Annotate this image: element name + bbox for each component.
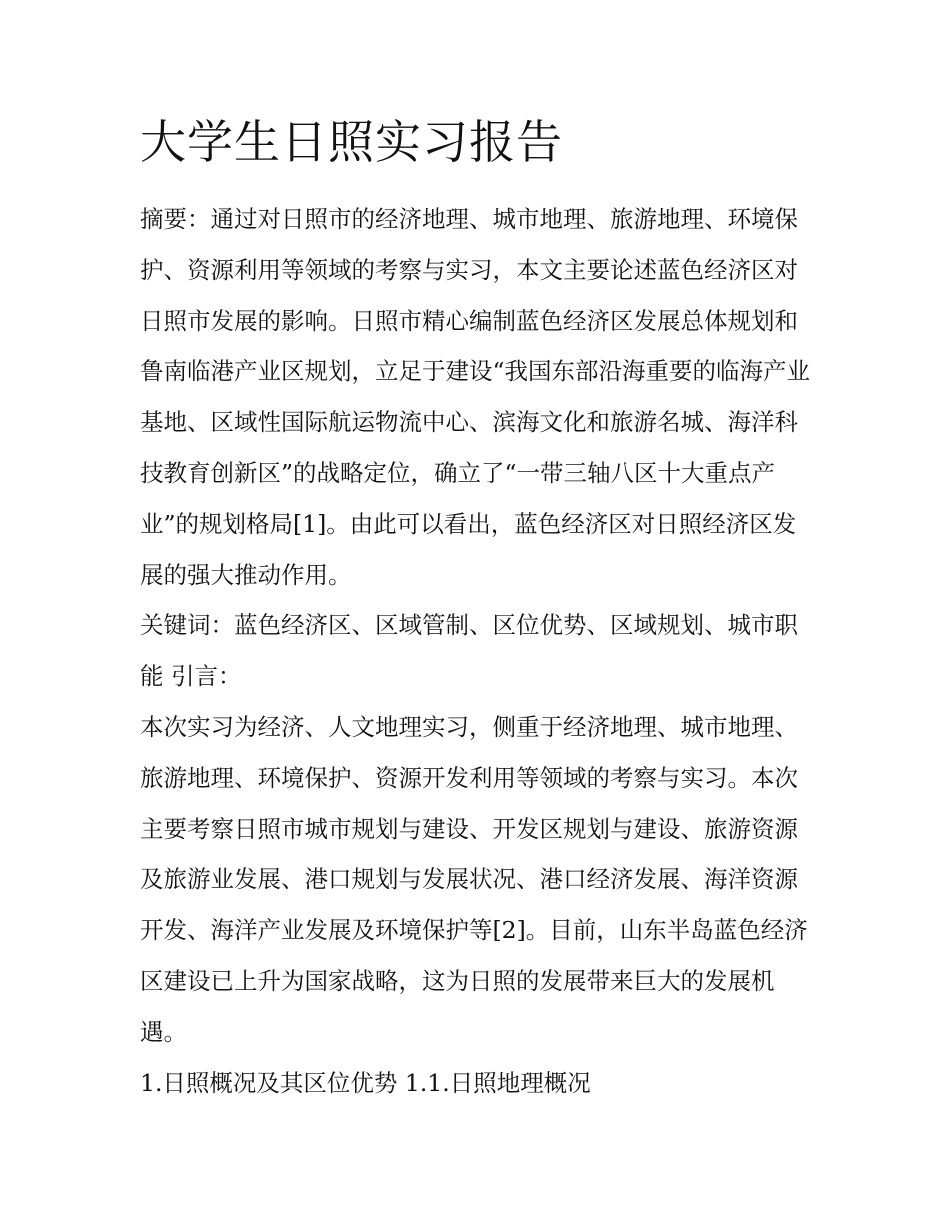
abstract-paragraph: 摘要：通过对日照市的经济地理、城市地理、旅游地理、环境保护、资源利用等领域的考察与实习，本文主要论述蓝色经济区对日照市发展的影响。日照市精心编制蓝色经济区发展总体规划和鲁南临港产业区规划，立足于建设“我国东部沿海重要的临海产业基地、区域性国际航运物流中心、滨海文化和旅游名城、海洋科技教育创新区”的战略定位，确立了“一带三轴八区十大重点产业”的规划格局[1]。由此可以看出，蓝色经济区对日照经济区发展的强大推动作用。: [140, 205, 811, 589]
document-page: [140, 112, 812, 1108]
intro-paragraph: 本次实习为经济、人文地理实习，侧重于经济地理、城市地理、旅游地理、环境保护、资源开发利用等领域的考察与实习。本次主要考察日照市城市规划与建设、开发区规划与建设、旅游资源及旅游业发展、港口规划与发展状况、港口经济发展、海洋资源开发、海洋产业发展及环境保护等[2]。目前，山东半岛蓝色经济区建设已上升为国家战略，这为日照的发展带来巨大的发展机遇。: [140, 712, 808, 1046]
keywords-paragraph: 关键词：蓝色经济区、区域管制、区位优势、区域规划、城市职能 引言：: [140, 611, 798, 691]
document-title: 大学生日照实习报告: [140, 115, 563, 169]
section-heading: 1.日照概况及其区位优势 1.1.日照地理概况: [140, 1068, 591, 1097]
